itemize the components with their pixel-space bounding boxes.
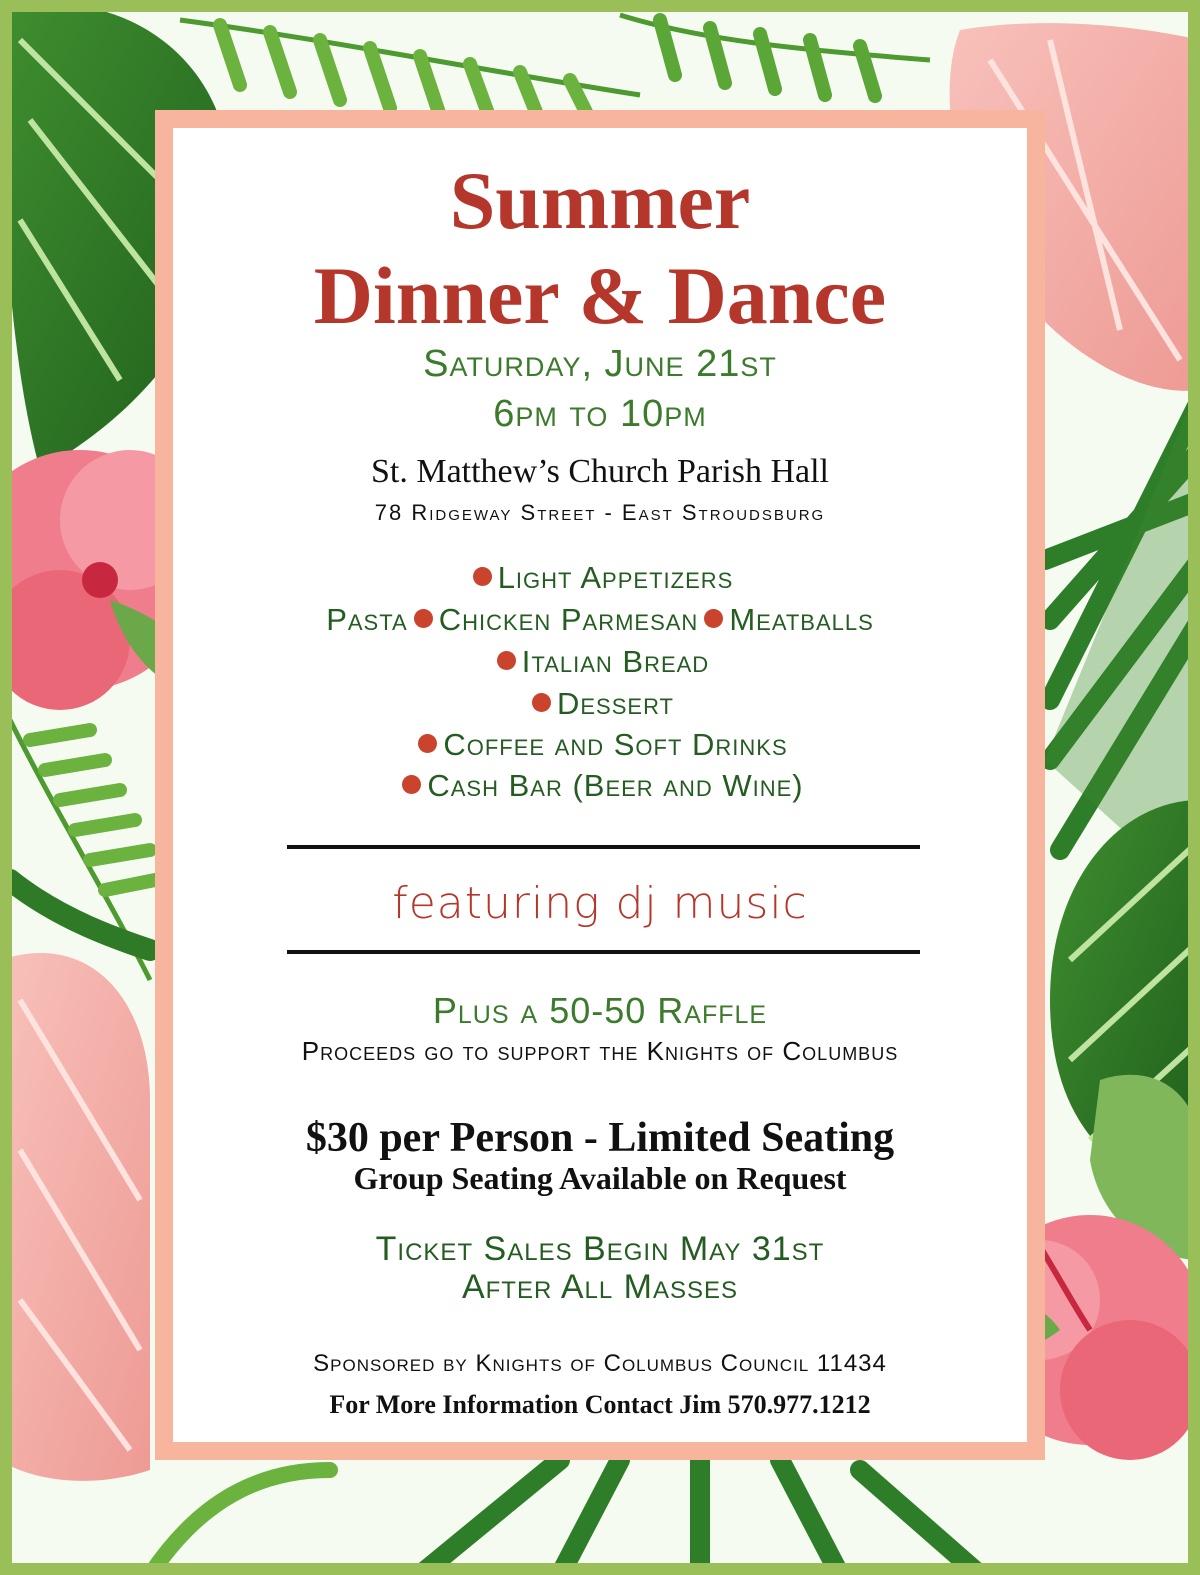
red-dot-icon — [532, 693, 551, 712]
menu-line-3 — [0, 644, 1200, 680]
featuring-dj-music: featuring dj music — [392, 878, 808, 929]
ticket-sales-line-2: After All Masses — [461, 1268, 739, 1306]
menu-item: Dessert — [556, 686, 674, 721]
venue-name: St. Matthew’s Church Parish Hall — [370, 453, 830, 490]
menu-item: Light Appetizers — [497, 560, 734, 595]
red-dot-icon — [414, 609, 433, 628]
menu-item: Italian Bread — [521, 644, 710, 679]
menu-line-1 — [0, 560, 1200, 596]
event-time: 6pm to 10pm — [493, 393, 707, 435]
menu-line-6 — [0, 768, 1200, 804]
divider-bottom — [287, 950, 920, 954]
red-dot-icon — [473, 567, 492, 586]
contact-text: For More Information Contact Jim 570.977.1212 — [329, 1390, 871, 1419]
proceeds-text: Proceeds go to support the Knights of Columbus — [301, 1036, 899, 1066]
price-text: $30 per Person - Limited Seating — [305, 1115, 895, 1161]
menu-item: Pasta — [326, 602, 408, 637]
title-line-2: Dinner & Dance — [313, 250, 887, 341]
group-seating-text: Group Seating Available on Request — [353, 1160, 847, 1196]
menu-item: Cash Bar (Beer and Wine) — [427, 768, 804, 803]
red-dot-icon — [402, 775, 421, 794]
sponsor-text: Sponsored by Knights of Columbus Council 11434 — [313, 1350, 887, 1377]
menu-line-4 — [0, 686, 1200, 722]
raffle-text: Plus a 50-50 Raffle — [432, 990, 768, 1031]
menu-item: Meatballs — [729, 602, 874, 637]
menu-line-5 — [0, 727, 1200, 763]
red-dot-icon — [497, 651, 516, 670]
menu-item: Chicken Parmesan — [438, 602, 699, 637]
red-dot-icon — [704, 609, 723, 628]
menu-item: Coffee and Soft Drinks — [443, 727, 788, 762]
red-dot-icon — [418, 734, 437, 753]
divider-top — [287, 845, 920, 849]
ticket-sales-line-1: Ticket Sales Begin May 31st — [375, 1230, 825, 1268]
title-line-1: Summer — [449, 155, 751, 246]
venue-address: 78 Ridgeway Street - East Stroudsburg — [374, 500, 826, 525]
menu-line-2 — [0, 602, 1200, 638]
event-date: Saturday, June 21st — [423, 343, 777, 385]
